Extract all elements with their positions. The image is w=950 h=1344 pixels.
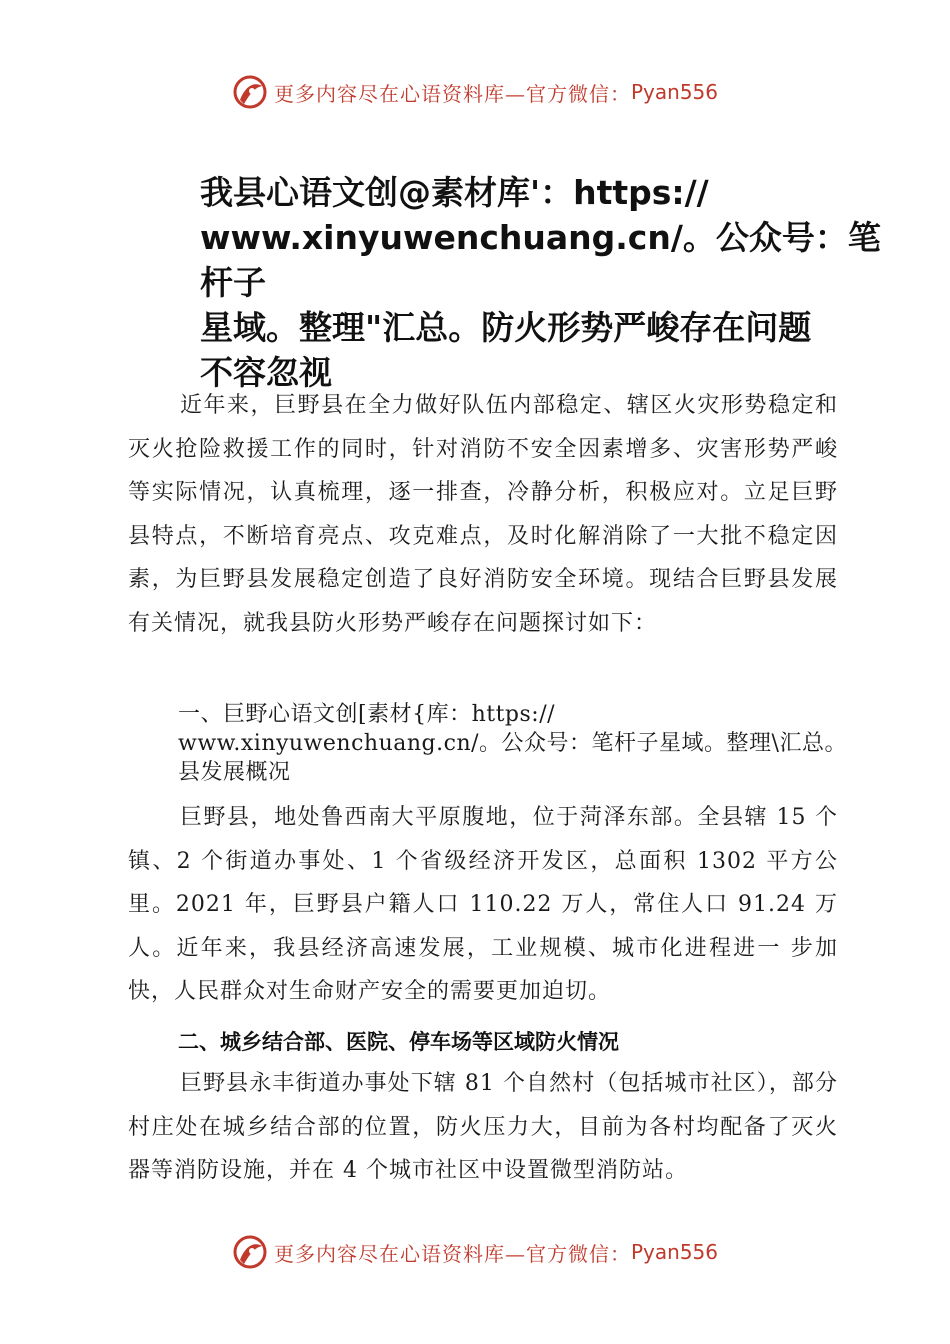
logo-icon <box>232 74 268 110</box>
footer-banner <box>0 1232 950 1272</box>
banner-wechat: Pyan556 <box>630 1240 718 1264</box>
document-title: 我县心语文创@素材库'：https:// www.xinyuwenchuang.cn/。公众号：笔杆子 星域。整理"汇总。防火形势严峻存在问题 不容忽视 <box>200 173 881 392</box>
logo-icon <box>232 1234 268 1270</box>
intro-paragraph: 近年来，巨野县在全力做好队伍内部稳定、辖区火灾形势稳定和灭火抢险救援工作的同时，针对消防不安全因素增多、灾害形势严峻等实际情况，认真梳理，逐一排查，冷静分析，积极应对。立足巨野县特点，不断培育亮点、攻克难点，及时化解消除了一大批不稳定因素，为巨野县发展稳定创造了良好消防安全环境。现结合巨野县发展有关情况，就我县防火形势严峻存在问题探讨如下： <box>128 393 838 636</box>
banner-wechat: Pyan556 <box>630 80 718 104</box>
section1-heading-line: 县发展概况 <box>178 760 291 785</box>
section2-heading: 二、城乡结合部、医院、停车场等区域防火情况 <box>178 1030 619 1054</box>
section1-body: 巨野县，地处鲁西南大平原腹地，位于菏泽东部。全县辖 15 个镇、2 个街道办事处、1 个省级经济开发区，总面积 1302 平方公里。2021 年，巨野县户籍人口 110.22 万人，常住人口 91.24 万人。近年来，我县经济高速发展，工业规模、城市化进程进一 步加快，人民群众对生命财产安全的需要更加迫切。 <box>128 805 838 1004</box>
section2-body: 巨野县永丰街道办事处下辖 81 个自然村（包括城市社区），部分村庄处在城乡结合部的位置，防火压力大，目前为各村均配备了灭火器等消防设施，并在 4 个城市社区中设置微型消防站。 <box>128 1071 838 1183</box>
section1-heading <box>178 700 918 787</box>
section1-heading-line: 一、巨野心语文创[素材{库：https:// <box>178 702 556 727</box>
header-banner <box>0 72 950 112</box>
banner-text: 更多内容尽在心语资料库—官方微信： <box>273 1241 631 1266</box>
banner-text: 更多内容尽在心语资料库—官方微信： <box>273 81 631 106</box>
section1-heading-line: www.xinyuwenchuang.cn/。公众号：笔杆子星域。整理\汇总。 <box>178 731 847 756</box>
